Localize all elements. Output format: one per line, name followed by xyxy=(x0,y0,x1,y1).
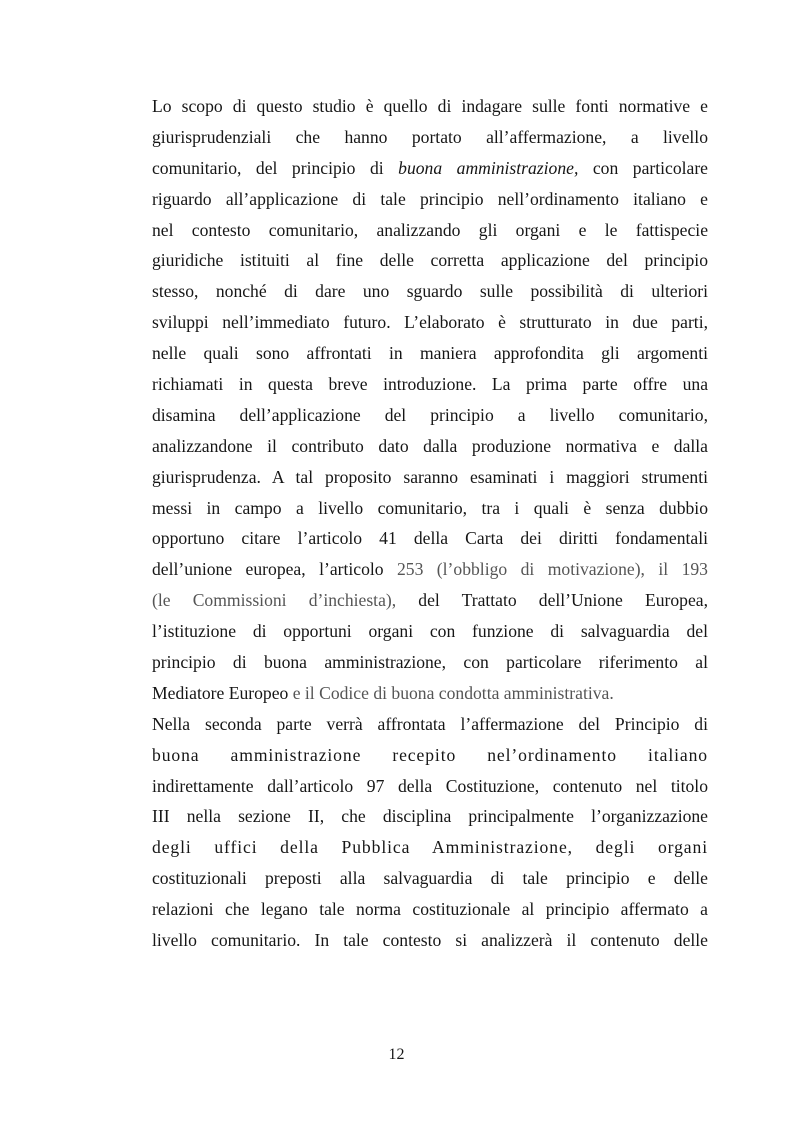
text-run: l’istituzione di opportuni organi con funzione di salvaguardia del xyxy=(152,621,708,642)
text-line xyxy=(152,369,708,400)
text-run: dell’unione europea, l’articolo xyxy=(152,559,397,580)
text-run: indirettamente dall’articolo 97 della Costituzione, contenuto nel titolo xyxy=(152,775,708,796)
text-run: riguardo all’applicazione di tale principio nell’ordinamento italiano e xyxy=(152,188,708,209)
text-line xyxy=(152,832,708,863)
text-run: comunitario, del principio di xyxy=(152,157,399,178)
page-number: 12 xyxy=(388,1046,405,1063)
text-run: del Trattato dell’Unione Europea, xyxy=(396,590,708,611)
text-run: con particolare xyxy=(578,157,708,178)
text-line xyxy=(152,801,708,832)
text-run: Lo scopo di questo studio è quello di indagare sulle fonti normative e xyxy=(152,96,708,116)
text-run: Nella seconda parte verrà affrontata l’affermazione del Principio di xyxy=(152,713,708,734)
text-line xyxy=(152,122,708,153)
article-reference: (le Commissioni d’inchiesta), xyxy=(152,590,397,611)
text-run: giurisprudenziali che hanno portato all’affermazione, a livello xyxy=(152,126,708,147)
text-line xyxy=(152,307,708,338)
text-line xyxy=(152,554,708,585)
text-run: degli uffici della Pubblica Amministrazione, degli organi xyxy=(152,837,708,858)
text-run: buona amministrazione recepito nel’ordinamento italiano xyxy=(152,744,708,765)
text-run: nelle quali sono affrontati in maniera approfondita gli argomenti xyxy=(152,343,708,364)
text-run: giurisprudenza. A tal proposito saranno esaminati i maggiori strumenti xyxy=(152,466,708,487)
text-line xyxy=(152,925,708,956)
body-text xyxy=(152,91,708,956)
text-line xyxy=(152,91,708,122)
italic-term: buona amministrazione, xyxy=(398,157,579,178)
text-run: costituzionali preposti alla salvaguardia di tale principio e delle xyxy=(152,868,708,889)
text-run: analizzandone il contributo dato dalla produzione normativa e dalla xyxy=(152,435,708,456)
text-line xyxy=(152,215,708,246)
text-run: relazioni che legano tale norma costituzionale al principio affermato a xyxy=(152,899,708,920)
code-reference: e il Codice di buona condotta amministrativa. xyxy=(288,682,614,703)
article-reference: 253 (l’obbligo di motivazione), il 193 xyxy=(396,559,708,580)
text-run: opportuno citare l’articolo 41 della Carta dei diritti fondamentali xyxy=(152,528,708,549)
text-line xyxy=(152,245,708,276)
text-line xyxy=(152,153,708,184)
text-line xyxy=(152,462,708,493)
text-run: principio di buona amministrazione, con particolare riferimento al xyxy=(152,652,708,673)
text-line xyxy=(152,338,708,369)
text-run: Mediatore Europeo xyxy=(152,682,289,703)
text-run: disamina dell’applicazione del principio a livello comunitario, xyxy=(152,404,708,425)
text-run: III nella sezione II, che disciplina principalmente l’organizzazione xyxy=(152,806,708,827)
text-line xyxy=(152,523,708,554)
text-line xyxy=(152,276,708,307)
text-run: nel contesto comunitario, analizzando gli organi e le fattispecie xyxy=(152,219,708,240)
text-line xyxy=(152,616,708,647)
text-run: richiamati in questa breve introduzione. La prima parte offre una xyxy=(152,374,708,395)
text-run: messi in campo a livello comunitario, tra i quali è senza dubbio xyxy=(152,497,708,518)
text-line xyxy=(152,400,708,431)
text-run: giuridiche istituiti al fine delle corretta applicazione del principio xyxy=(152,250,708,271)
text-line xyxy=(152,585,708,616)
text-line xyxy=(152,493,708,524)
text-run: sviluppi nell’immediato futuro. L’elaborato è strutturato in due parti, xyxy=(152,312,708,333)
text-line xyxy=(152,740,708,771)
text-line xyxy=(152,863,708,894)
text-line xyxy=(152,431,708,462)
text-run: stesso, nonché di dare uno sguardo sulle possibilità di ulteriori xyxy=(152,281,708,302)
text-line xyxy=(152,709,708,740)
text-run: livello comunitario. In tale contesto si analizzerà il contenuto delle xyxy=(152,930,708,951)
text-line xyxy=(152,647,708,678)
text-line xyxy=(152,894,708,925)
text-line xyxy=(152,678,708,709)
text-line xyxy=(152,184,708,215)
text-line xyxy=(152,771,708,802)
